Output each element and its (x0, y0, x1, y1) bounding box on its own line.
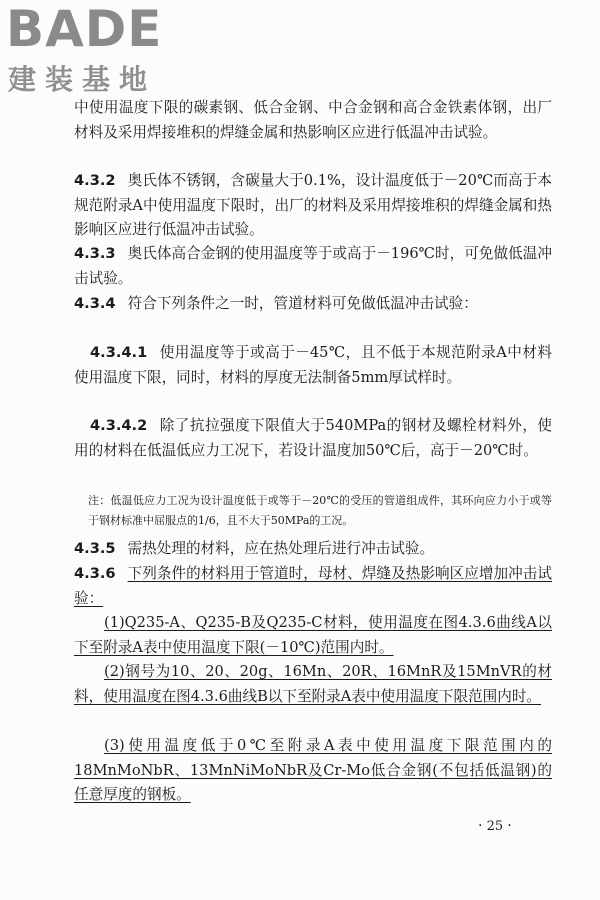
page-number: · 25 · (478, 818, 512, 834)
section-number: 4.3.4.1 (90, 344, 148, 361)
paragraph-intro: 中使用温度下限的碳素钢、低合金钢、中合金钢和高合金铁素体钢，出厂材料及采用焊接堆积的焊缝金属和热影响区应进行低温冲击试验。 (74, 99, 552, 141)
section-number: 4.3.3 (74, 245, 116, 262)
section-text: 使用温度等于或高于－45℃，且不低于本规范附录A中材料使用温度下限，同时，材料的厚度无法制备5mm厚试样时。 (74, 344, 552, 386)
logo (6, 0, 176, 96)
section-number: 4.3.6 (74, 565, 116, 582)
section-number: 4.3.4 (74, 295, 116, 312)
logo-brand: BADE (6, 0, 163, 58)
section-4-3-3 (74, 242, 552, 291)
section-text: 奥氏体高合金钢的使用温度等于或高于－196℃时，可免做低温冲击试验。 (74, 245, 552, 287)
section-number: 4.3.5 (74, 540, 116, 557)
section-text: 除了抗拉强度下限值大于540MPa的钢材及螺栓材料外，使用的材料在低温低应力工况下，若设计温度加50℃后，高于－20℃时。 (74, 417, 552, 459)
section-text: 需热处理的材料，应在热处理后进行冲击试验。 (127, 540, 435, 557)
section-number: 4.3.4.2 (90, 417, 148, 434)
list-item-1: (1)Q235-A、Q235-B及Q235-C材料，使用温度在图4.3.6曲线A以下至附录A表中使用温度下限(－10℃)范围内时。 (74, 614, 552, 656)
note: 注：低温低应力工况为设计温度低于或等于－20℃的受压的管道组成件，其环向应力小于或等于钢材标准中屈服点的1/6，且不大于50MPa的工况。 (88, 494, 552, 527)
section-text: 奥氏体不锈钢，含碳量大于0.1%，设计温度低于－20℃而高于本规范附录A中使用温度下限时，出厂的材料及采用焊接堆积的焊缝金属和热影响区应进行低温冲击试验。 (74, 172, 552, 238)
logo-subtitle: 建装基地 (8, 63, 157, 96)
list-item-2: (2)钢号为10、20、20g、16Mn、20R、16MnR及15MnVR的材料，使用温度在图4.3.6曲线B以下至附录A表中使用温度下限范围内时。 (74, 663, 552, 705)
section-4-3-5 (74, 537, 552, 562)
section-4-3-6 (74, 562, 552, 611)
section-4-3-4-2 (74, 414, 552, 463)
section-text: 符合下列条件之一时，管道材料可免做低温冲击试验： (127, 295, 478, 312)
section-text: 下列条件的材料用于管道时，母材、焊缝及热影响区应增加冲击试验： (74, 565, 552, 607)
section-4-3-4 (74, 292, 552, 317)
list-item-3: (3)使用温度低于0℃至附录A表中使用温度下限范围内的18MnMoNbR、13MnNiMoNbR及Cr-Mo低合金钢(不包括低温钢)的任意厚度的钢板。 (74, 737, 552, 803)
section-number: 4.3.2 (74, 172, 116, 189)
section-4-3-2 (74, 169, 552, 243)
section-4-3-4-1 (74, 341, 552, 390)
